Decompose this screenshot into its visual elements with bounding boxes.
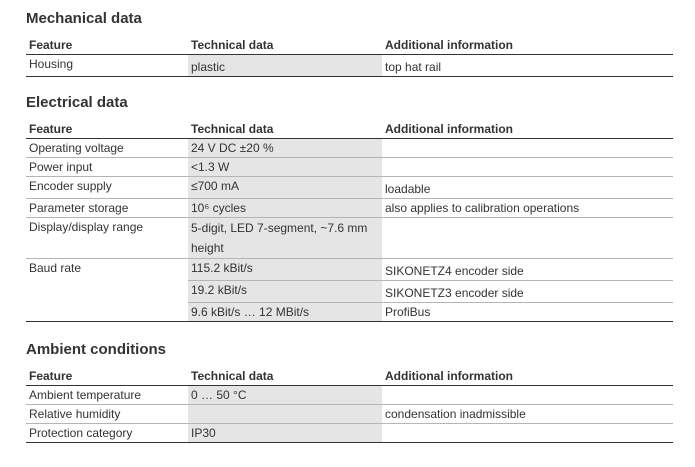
technical-cell: 9.6 kBit/s … 12 MBit/s xyxy=(188,303,382,322)
feature-cell: Power input xyxy=(26,158,188,177)
electrical-data-section xyxy=(26,93,673,322)
table-row xyxy=(26,281,673,303)
table-header-row xyxy=(26,119,673,139)
column-header-additional: Additional information xyxy=(382,35,673,55)
info-cell xyxy=(382,386,673,405)
info-cell: loadable xyxy=(382,177,673,199)
feature-cell: Operating voltage xyxy=(26,139,188,158)
technical-cell: <1.3 W xyxy=(188,158,382,177)
table-header-row xyxy=(26,35,673,55)
electrical-data-table xyxy=(26,119,673,322)
table-row xyxy=(26,177,673,199)
feature-cell: Housing xyxy=(26,55,188,77)
feature-cell: Display/display range xyxy=(26,218,188,259)
table-row xyxy=(26,405,673,424)
info-cell xyxy=(382,424,673,443)
column-header-feature: Feature xyxy=(26,119,188,139)
column-header-feature: Feature xyxy=(26,35,188,55)
table-row xyxy=(26,259,673,281)
info-cell: also applies to calibration operations xyxy=(382,199,673,218)
mechanical-data-table xyxy=(26,35,673,77)
column-header-technical: Technical data xyxy=(188,366,382,386)
mechanical-data-section xyxy=(26,9,673,77)
section-title: Electrical data xyxy=(26,94,128,111)
table-row xyxy=(26,158,673,177)
technical-cell: plastic xyxy=(188,55,382,77)
column-header-technical: Technical data xyxy=(188,119,382,139)
section-title: Mechanical data xyxy=(26,10,142,27)
technical-cell: IP30 xyxy=(188,424,382,443)
info-cell: SIKONETZ4 encoder side xyxy=(382,259,673,281)
feature-cell: Encoder supply xyxy=(26,177,188,199)
feature-cell xyxy=(26,303,188,322)
ambient-conditions-table xyxy=(26,366,673,443)
info-cell: condensation inadmissible xyxy=(382,405,673,424)
info-cell xyxy=(382,158,673,177)
technical-cell: 19.2 kBit/s xyxy=(188,281,382,303)
info-cell: SIKONETZ3 encoder side xyxy=(382,281,673,303)
column-header-additional: Additional information xyxy=(382,119,673,139)
column-header-technical: Technical data xyxy=(188,35,382,55)
table-row xyxy=(26,55,673,77)
feature-cell: Ambient temperature xyxy=(26,386,188,405)
feature-cell: Baud rate xyxy=(29,261,82,275)
table-row xyxy=(26,139,673,158)
table-row xyxy=(26,386,673,405)
info-cell xyxy=(382,139,673,158)
column-header-additional: Additional information xyxy=(382,366,673,386)
feature-cell: Protection category xyxy=(26,424,188,443)
table-row xyxy=(26,424,673,443)
technical-cell xyxy=(188,405,382,424)
info-cell: top hat rail xyxy=(382,55,673,77)
technical-cell: 24 V DC ±20 % xyxy=(188,139,382,158)
technical-cell: ≤700 mA xyxy=(188,177,382,199)
column-header-feature: Feature xyxy=(26,366,188,386)
technical-cell: 10⁶ cycles xyxy=(188,199,382,218)
feature-cell: Parameter storage xyxy=(26,199,188,218)
table-header-row xyxy=(26,366,673,386)
info-cell xyxy=(382,218,673,259)
ambient-conditions-section xyxy=(26,340,673,443)
table-row xyxy=(26,199,673,218)
table-row xyxy=(26,303,673,322)
technical-cell: 5-digit, LED 7-segment, ~7.6 mm height xyxy=(188,218,382,259)
feature-cell: Relative humidity xyxy=(26,405,188,424)
table-row xyxy=(26,218,673,259)
feature-cell xyxy=(26,281,188,303)
technical-cell: 115.2 kBit/s xyxy=(188,259,382,281)
section-title: Ambient conditions xyxy=(26,341,166,358)
info-cell: ProfiBus xyxy=(382,303,673,322)
technical-cell: 0 … 50 °C xyxy=(188,386,382,405)
